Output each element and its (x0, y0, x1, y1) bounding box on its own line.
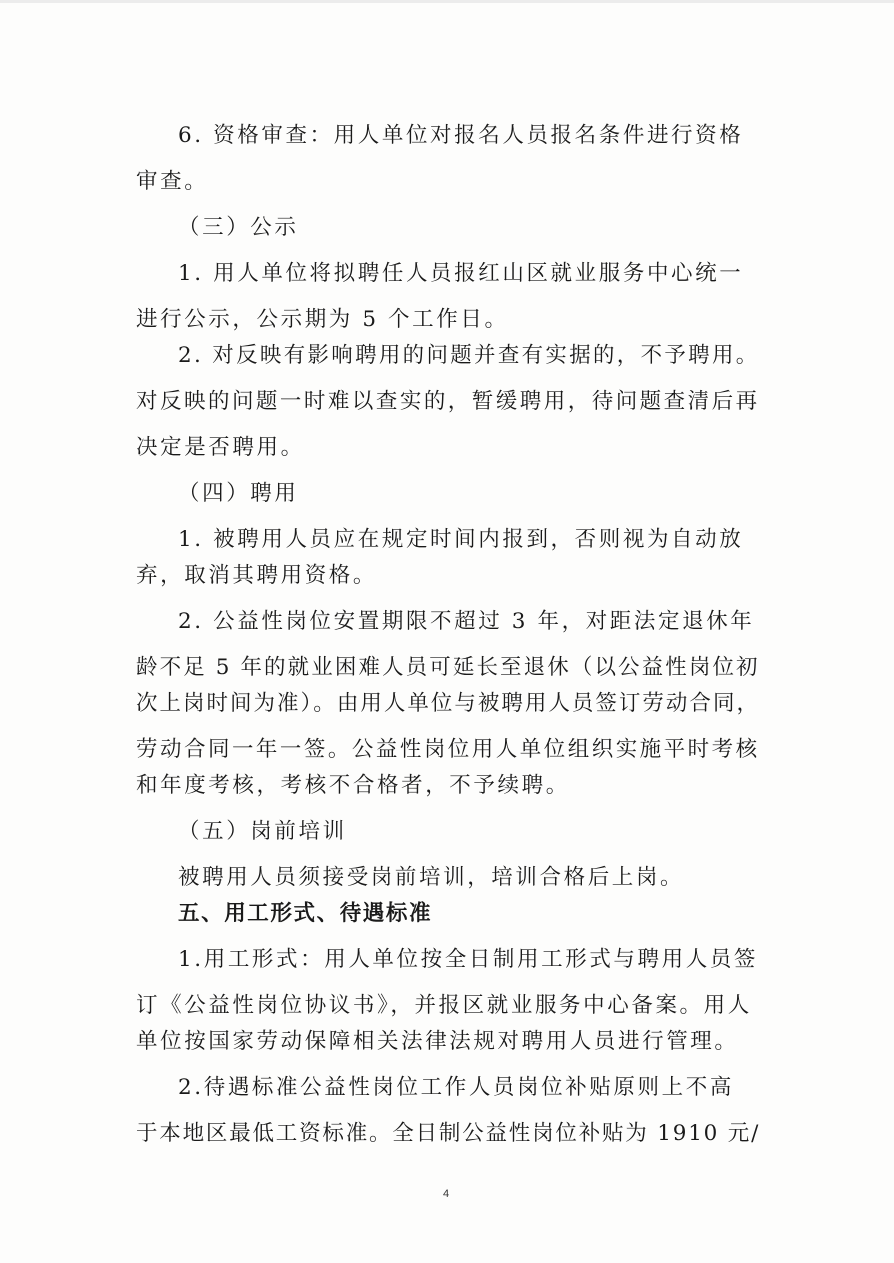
section-heading: （四）聘用 (178, 481, 299, 506)
section-heading: （五）岗前培训 (178, 819, 347, 844)
paragraph-line: 被聘用人员须接受岗前培训，培训合格后上岗。 (178, 865, 685, 890)
paragraph-line: 进行公示，公示期为 5 个工作日。 (136, 307, 509, 332)
paragraph-line: 1. 用人单位将拟聘任人员报红山区就业服务中心统一 (178, 261, 744, 286)
paragraph-line: 龄不足 5 年的就业困难人员可延长至退休（以公益性岗位初 (136, 655, 760, 680)
paragraph-line: 对反映的问题一时难以查实的，暂缓聘用，待问题查清后再 (136, 389, 760, 414)
paragraph-line: 1.用工形式：用人单位按全日制用工形式与聘用人员签 (178, 947, 759, 972)
scan-edge (0, 0, 894, 3)
paragraph-line: 弃，取消其聘用资格。 (136, 563, 378, 588)
paragraph-line: 次上岗时间为准）。由用人单位与被聘用人员签订劳动合同， (136, 691, 760, 716)
paragraph-line: 订《公益性岗位协议书》，并报区就业服务中心备案。用人 (136, 993, 752, 1018)
paragraph-line: 2. 公益性岗位安置期限不超过 3 年，对距法定退休年 (178, 609, 755, 634)
paragraph-line: 单位按国家劳动保障相关法律法规对聘用人员进行管理。 (136, 1029, 739, 1054)
section-heading: （三）公示 (178, 215, 299, 240)
paragraph-line: 于本地区最低工资标准。全日制公益性岗位补贴为 1910 元/ (136, 1121, 761, 1146)
paragraph-line: 决定是否聘用。 (136, 435, 305, 460)
paragraph-line: 2. 对反映有影响聘用的问题并查有实据的，不予聘用。 (178, 343, 760, 368)
chapter-heading: 五、用工形式、待遇标准 (178, 901, 433, 926)
paragraph-line: 6. 资格审查：用人单位对报名人员报名条件进行资格 (178, 123, 744, 148)
paragraph-line: 和年度考核，考核不合格者，不予续聘。 (136, 773, 570, 798)
paragraph-line: 劳动合同一年一签。公益性岗位用人单位组织实施平时考核 (136, 737, 760, 762)
paragraph-line: 2.待遇标准公益性岗位工作人员岗位补贴原则上不高 (178, 1075, 734, 1100)
paragraph-line: 1. 被聘用人员应在规定时间内报到，否则视为自动放 (178, 527, 744, 552)
page-number: 4 (443, 1188, 450, 1200)
paragraph-line: 审查。 (136, 169, 209, 194)
